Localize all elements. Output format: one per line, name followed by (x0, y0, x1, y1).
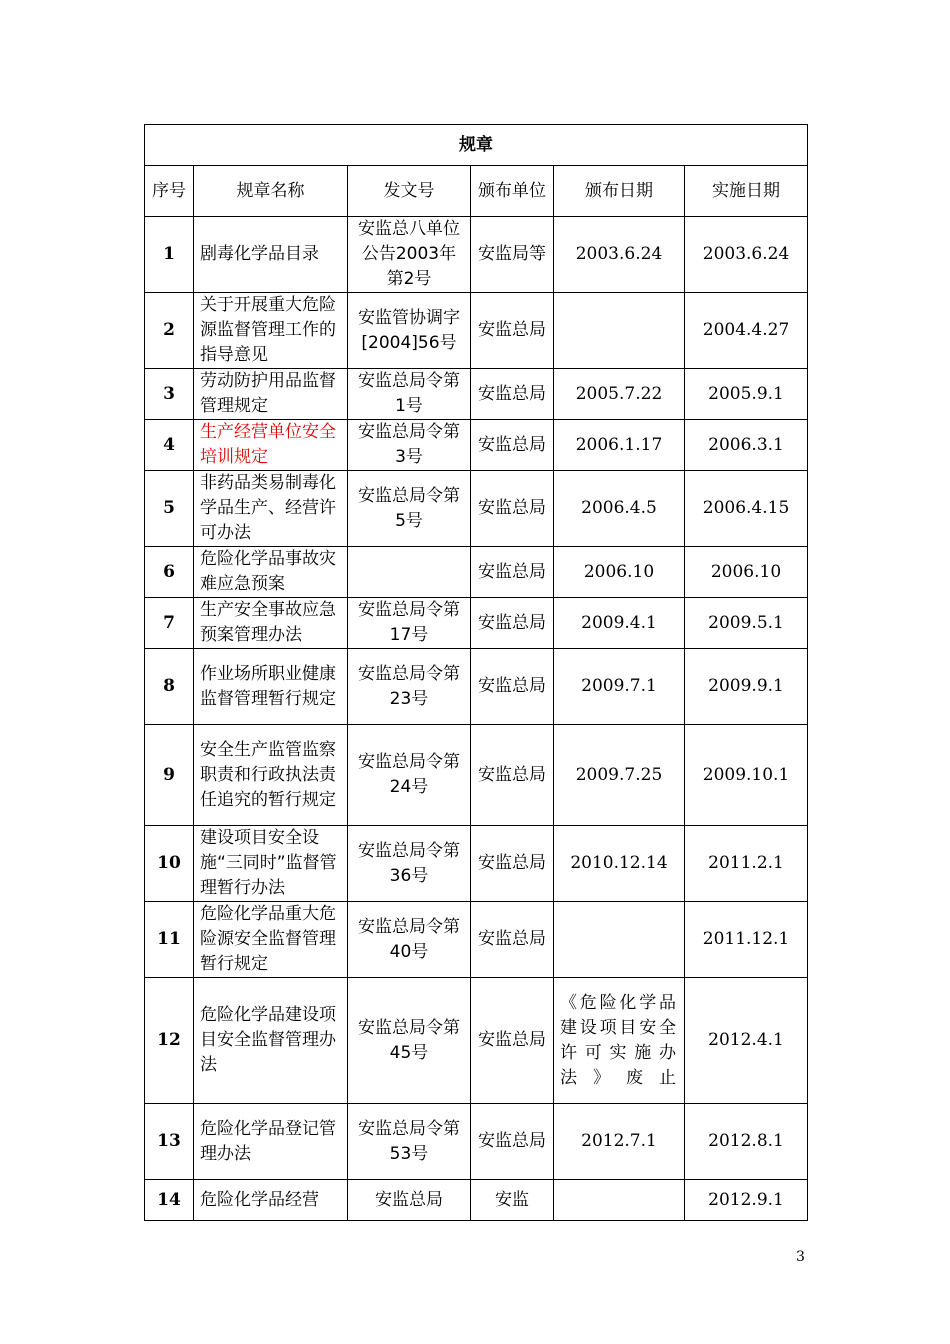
row-unit: 安监总局 (471, 471, 554, 547)
row-no: 8 (145, 649, 194, 725)
row-doc: 安监总局令第23号 (348, 649, 471, 725)
row-unit: 安监总局 (471, 978, 554, 1104)
row-name: 危险化学品事故灾难应急预案 (194, 547, 348, 598)
row-doc: 安监总局令第17号 (348, 598, 471, 649)
row-unit: 安监总局 (471, 902, 554, 978)
table-row (145, 1180, 808, 1221)
table-title-row (145, 125, 808, 166)
row-name: 剧毒化学品目录 (194, 217, 348, 293)
table-row (145, 902, 808, 978)
row-doc (348, 547, 471, 598)
table-title: 规章 (145, 125, 808, 166)
row-name: 危险化学品登记管理办法 (194, 1104, 348, 1180)
row-effective-date: 2005.9.1 (685, 369, 808, 420)
row-issue-date: 2012.7.1 (554, 1104, 685, 1180)
row-issue-date: 2006.4.5 (554, 471, 685, 547)
row-no: 12 (145, 978, 194, 1104)
row-no: 9 (145, 725, 194, 826)
table-row (145, 217, 808, 293)
row-unit: 安监 (471, 1180, 554, 1221)
table-row (145, 547, 808, 598)
table-header-row (145, 166, 808, 217)
table-row (145, 369, 808, 420)
row-effective-date: 2012.9.1 (685, 1180, 808, 1221)
row-doc: 安监总局令第24号 (348, 725, 471, 826)
row-doc: 安监总局令第3号 (348, 420, 471, 471)
row-name: 危险化学品经营 (194, 1180, 348, 1221)
row-effective-date: 2011.12.1 (685, 902, 808, 978)
row-issue-date: 2010.12.14 (554, 826, 685, 902)
table-row (145, 598, 808, 649)
row-issue-date: 2006.10 (554, 547, 685, 598)
row-doc: 安监总局令第53号 (348, 1104, 471, 1180)
row-no: 10 (145, 826, 194, 902)
row-effective-date: 2006.10 (685, 547, 808, 598)
header-doc: 发文号 (348, 166, 471, 217)
row-unit: 安监总局 (471, 420, 554, 471)
row-name: 关于开展重大危险源监督管理工作的指导意见 (194, 293, 348, 369)
row-no: 1 (145, 217, 194, 293)
row-doc: 安监总局令第5号 (348, 471, 471, 547)
row-issue-date: 2006.1.17 (554, 420, 685, 471)
row-effective-date: 2004.4.27 (685, 293, 808, 369)
row-name: 安全生产监管监察职责和行政执法责任追究的暂行规定 (194, 725, 348, 826)
row-doc: 安监总局令第1号 (348, 369, 471, 420)
row-issue-note: 《危险化学品建设项目安全许可实施办法》废止 (554, 978, 685, 1104)
row-no: 7 (145, 598, 194, 649)
row-no: 6 (145, 547, 194, 598)
row-name: 危险化学品重大危险源安全监督管理暂行规定 (194, 902, 348, 978)
row-name: 非药品类易制毒化学品生产、经营许可办法 (194, 471, 348, 547)
row-effective-date: 2006.4.15 (685, 471, 808, 547)
row-doc: 安监总局令第45号 (348, 978, 471, 1104)
row-issue-date (554, 902, 685, 978)
row-doc: 安监总局令第36号 (348, 826, 471, 902)
row-no: 2 (145, 293, 194, 369)
row-no: 4 (145, 420, 194, 471)
row-name: 作业场所职业健康监督管理暂行规定 (194, 649, 348, 725)
row-effective-date: 2011.2.1 (685, 826, 808, 902)
row-effective-date: 2003.6.24 (685, 217, 808, 293)
table-row (145, 471, 808, 547)
table-row (145, 420, 808, 471)
row-unit: 安监总局 (471, 826, 554, 902)
table-row (145, 826, 808, 902)
row-unit: 安监总局 (471, 1104, 554, 1180)
header-issue-date: 颁布日期 (554, 166, 685, 217)
table-row (145, 1104, 808, 1180)
row-unit: 安监总局 (471, 725, 554, 826)
row-unit: 安监局等 (471, 217, 554, 293)
row-doc: 安监管协调字[2004]56号 (348, 293, 471, 369)
row-unit: 安监总局 (471, 649, 554, 725)
row-issue-date: 2005.7.22 (554, 369, 685, 420)
row-effective-date: 2009.10.1 (685, 725, 808, 826)
row-doc: 安监总局 (348, 1180, 471, 1221)
row-no: 11 (145, 902, 194, 978)
row-name: 建设项目安全设施“三同时”监督管理暂行办法 (194, 826, 348, 902)
row-name: 生产安全事故应急预案管理办法 (194, 598, 348, 649)
row-no: 13 (145, 1104, 194, 1180)
row-no: 14 (145, 1180, 194, 1221)
row-issue-date: 2009.4.1 (554, 598, 685, 649)
row-effective-date: 2012.8.1 (685, 1104, 808, 1180)
row-name: 危险化学品建设项目安全监督管理办法 (194, 978, 348, 1104)
row-issue-date: 2009.7.25 (554, 725, 685, 826)
table-row (145, 649, 808, 725)
row-effective-date: 2012.4.1 (685, 978, 808, 1104)
row-name: 劳动防护用品监督管理规定 (194, 369, 348, 420)
row-doc: 安监总八单位公告2003年第2号 (348, 217, 471, 293)
row-issue-date: 2003.6.24 (554, 217, 685, 293)
page-number: 3 (796, 1249, 805, 1265)
header-name: 规章名称 (194, 166, 348, 217)
row-effective-date: 2009.5.1 (685, 598, 808, 649)
row-effective-date: 2009.9.1 (685, 649, 808, 725)
header-no: 序号 (145, 166, 194, 217)
header-unit: 颁布单位 (471, 166, 554, 217)
row-unit: 安监总局 (471, 598, 554, 649)
table-row (145, 293, 808, 369)
table-row (145, 978, 808, 1104)
regulations-table (144, 124, 808, 1221)
row-effective-date: 2006.3.1 (685, 420, 808, 471)
row-name-highlighted: 生产经营单位安全培训规定 (194, 420, 348, 471)
header-effective-date: 实施日期 (685, 166, 808, 217)
table-row (145, 725, 808, 826)
row-issue-date (554, 1180, 685, 1221)
row-unit: 安监总局 (471, 547, 554, 598)
row-no: 3 (145, 369, 194, 420)
row-unit: 安监总局 (471, 369, 554, 420)
row-issue-date (554, 293, 685, 369)
row-no: 5 (145, 471, 194, 547)
row-doc: 安监总局令第40号 (348, 902, 471, 978)
row-issue-date: 2009.7.1 (554, 649, 685, 725)
row-unit: 安监总局 (471, 293, 554, 369)
